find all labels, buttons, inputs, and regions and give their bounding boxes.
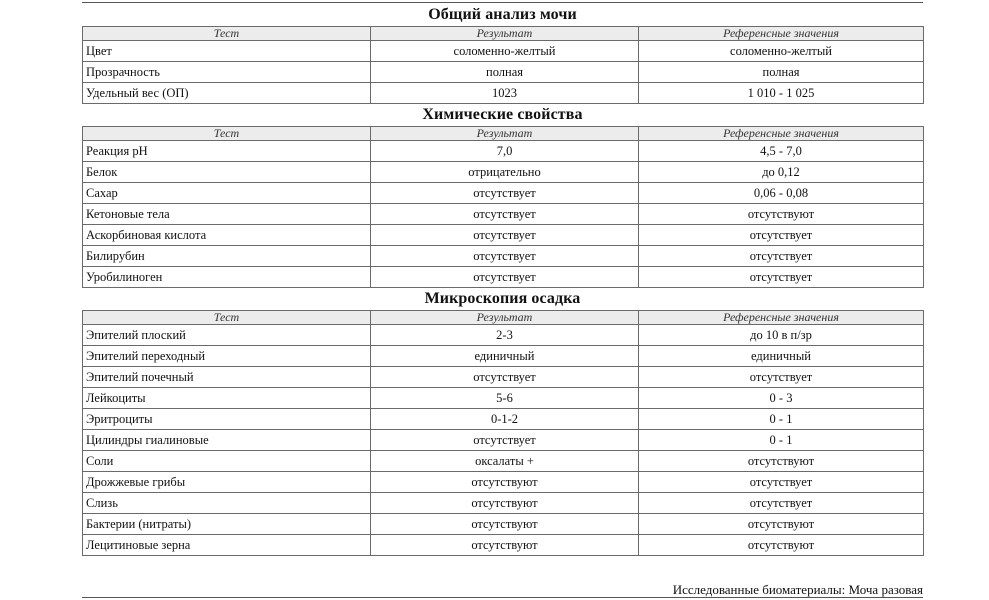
table-row	[83, 162, 924, 183]
section-title: Микроскопия осадка	[424, 290, 581, 307]
reference-value-cell: отсутствуют	[639, 204, 924, 225]
test-name-cell: Лецитиновые зерна	[83, 535, 371, 556]
column-header-result: Результат	[371, 27, 639, 41]
reference-value-cell: соломенно-желтый	[639, 41, 924, 62]
result-value-cell: оксалаты +	[371, 451, 639, 472]
test-name-cell: Эритроциты	[83, 409, 371, 430]
lab-report	[82, 4, 923, 556]
table-row	[83, 204, 924, 225]
table-row	[83, 225, 924, 246]
result-value-cell: отсутствует	[371, 430, 639, 451]
reference-value-cell: отсутствуют	[639, 451, 924, 472]
test-name-cell: Белок	[83, 162, 371, 183]
test-name-cell: Уробилиноген	[83, 267, 371, 288]
result-value-cell: отсутствуют	[371, 535, 639, 556]
result-value-cell: полная	[371, 62, 639, 83]
reference-value-cell: 1 010 - 1 025	[639, 83, 924, 104]
reference-value-cell: отсутствуют	[639, 514, 924, 535]
test-name-cell: Лейкоциты	[83, 388, 371, 409]
table-row	[83, 267, 924, 288]
test-name-cell: Слизь	[83, 493, 371, 514]
table-row	[83, 409, 924, 430]
reference-value-cell: единичный	[639, 346, 924, 367]
test-name-cell: Реакция pH	[83, 141, 371, 162]
column-header-result: Результат	[371, 127, 639, 141]
reference-value-cell: отсутствует	[639, 472, 924, 493]
result-value-cell: 2-3	[371, 325, 639, 346]
table-row	[83, 388, 924, 409]
test-name-cell: Бактерии (нитраты)	[83, 514, 371, 535]
reference-value-cell: отсутствуют	[639, 535, 924, 556]
reference-value-cell: до 0,12	[639, 162, 924, 183]
test-name-cell: Эпителий плоский	[83, 325, 371, 346]
table-row	[83, 367, 924, 388]
results-table	[82, 310, 924, 556]
section-title: Химические свойства	[422, 106, 583, 123]
column-header-reference: Референсные значения	[639, 27, 924, 41]
table-row	[83, 430, 924, 451]
results-table	[82, 126, 924, 288]
result-value-cell: 1023	[371, 83, 639, 104]
column-header-test: Тест	[83, 127, 371, 141]
result-value-cell: отсутствуют	[371, 514, 639, 535]
test-name-cell: Кетоновые тела	[83, 204, 371, 225]
result-value-cell: отсутствуют	[371, 493, 639, 514]
column-header-reference: Референсные значения	[639, 311, 924, 325]
table-header-row	[83, 27, 924, 41]
table-row	[83, 535, 924, 556]
column-header-reference: Референсные значения	[639, 127, 924, 141]
table-row	[83, 41, 924, 62]
result-value-cell: отсутствует	[371, 204, 639, 225]
reference-value-cell: 0 - 1	[639, 409, 924, 430]
table-header-row	[83, 127, 924, 141]
result-value-cell: отсутствует	[371, 246, 639, 267]
column-header-result: Результат	[371, 311, 639, 325]
result-value-cell: 7,0	[371, 141, 639, 162]
results-table	[82, 26, 924, 104]
result-value-cell: 0-1-2	[371, 409, 639, 430]
reference-value-cell: полная	[639, 62, 924, 83]
test-name-cell: Сахар	[83, 183, 371, 204]
table-row	[83, 325, 924, 346]
reference-value-cell: 0,06 - 0,08	[639, 183, 924, 204]
result-value-cell: отсутствуют	[371, 472, 639, 493]
table-row	[83, 141, 924, 162]
test-name-cell: Цвет	[83, 41, 371, 62]
result-value-cell: отсутствует	[371, 225, 639, 246]
table-row	[83, 183, 924, 204]
reference-value-cell: отсутствует	[639, 225, 924, 246]
column-header-test: Тест	[83, 27, 371, 41]
column-header-test: Тест	[83, 311, 371, 325]
bottom-divider	[82, 597, 923, 598]
table-row	[83, 83, 924, 104]
result-value-cell: отсутствует	[371, 267, 639, 288]
test-name-cell: Билирубин	[83, 246, 371, 267]
test-name-cell: Дрожжевые грибы	[83, 472, 371, 493]
table-row	[83, 62, 924, 83]
reference-value-cell: отсутствует	[639, 246, 924, 267]
reference-value-cell: отсутствует	[639, 367, 924, 388]
result-value-cell: единичный	[371, 346, 639, 367]
test-name-cell: Прозрачность	[83, 62, 371, 83]
reference-value-cell: 0 - 3	[639, 388, 924, 409]
section-title: Общий анализ мочи	[428, 6, 577, 23]
test-name-cell: Соли	[83, 451, 371, 472]
table-row	[83, 346, 924, 367]
table-row	[83, 514, 924, 535]
reference-value-cell: 4,5 - 7,0	[639, 141, 924, 162]
reference-value-cell: до 10 в п/зр	[639, 325, 924, 346]
test-name-cell: Цилиндры гиалиновые	[83, 430, 371, 451]
top-divider	[82, 2, 923, 3]
reference-value-cell: 0 - 1	[639, 430, 924, 451]
table-row	[83, 472, 924, 493]
table-row	[83, 493, 924, 514]
result-value-cell: отсутствует	[371, 367, 639, 388]
result-value-cell: соломенно-желтый	[371, 41, 639, 62]
test-name-cell: Аскорбиновая кислота	[83, 225, 371, 246]
table-row	[83, 246, 924, 267]
test-name-cell: Эпителий почечный	[83, 367, 371, 388]
table-row	[83, 451, 924, 472]
reference-value-cell: отсутствует	[639, 493, 924, 514]
biomaterial-note: Исследованные биоматериалы: Моча разовая	[672, 582, 923, 597]
result-value-cell: 5-6	[371, 388, 639, 409]
test-name-cell: Эпителий переходный	[83, 346, 371, 367]
result-value-cell: отсутствует	[371, 183, 639, 204]
result-value-cell: отрицательно	[371, 162, 639, 183]
test-name-cell: Удельный вес (ОП)	[83, 83, 371, 104]
table-header-row	[83, 311, 924, 325]
reference-value-cell: отсутствует	[639, 267, 924, 288]
